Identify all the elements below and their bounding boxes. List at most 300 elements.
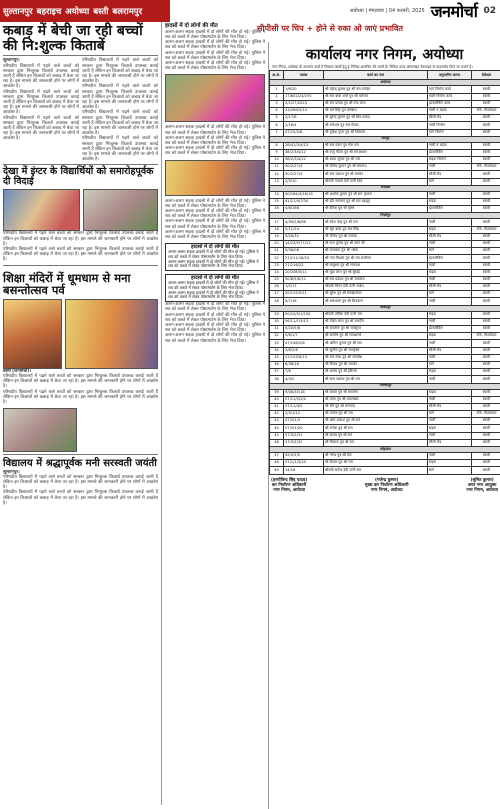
table-row: [270, 262, 500, 269]
news-photo: [165, 74, 265, 122]
table-cell: श्री ओम प्रकाश पुत्र श्री राम: [324, 418, 428, 425]
table-cell: 34: [270, 347, 284, 354]
table-row: [270, 467, 500, 474]
table-cell: श्री अशोक कुमार पुत्र श्री राम कृपाल: [324, 191, 428, 198]
table-row: [270, 178, 500, 185]
table-cell: नाली: [428, 276, 472, 283]
table-cell: 28: [270, 298, 284, 305]
table-cell: स्वामी: [472, 233, 500, 240]
table-cell: 30/2/27/4: [284, 164, 324, 171]
table-cell: 17/802/23/255: [284, 93, 324, 100]
table-cell: श्री राधेश्याम पुत्र श्री शिवबरन: [324, 298, 428, 305]
table-cell: श्री धर्म सिंह पुत्र जगन्नाथ: [324, 107, 428, 114]
table-cell: स्वामी: [472, 115, 500, 122]
table-cell: स्वामी: [472, 171, 500, 178]
table-row: [270, 276, 500, 283]
table-cell: स्वामी: [472, 347, 500, 354]
table-cell: 1: [270, 86, 284, 93]
table-cell: इंटरलॉकिंग: [428, 255, 472, 262]
table-cell: इंटरलॉकिंग: [428, 149, 472, 156]
table-cell: स्वामी: [472, 425, 500, 432]
table-cell: सड़क: [428, 269, 472, 276]
table-cell: 27: [270, 291, 284, 298]
table-cell: 57/3/1/20: [284, 425, 324, 432]
table-cell: स्वामी: [472, 100, 500, 107]
table-row: [270, 115, 500, 122]
table-cell: 47: [270, 453, 284, 460]
brief-body: अलग-अलग सड़क हादसों में दो लोगों की मौत हो गई। पुलिस ने शव को कब्जे में लेकर पोस्टमार्टम के लिए भेज दिया।: [165, 229, 265, 241]
table-cell: 47/103/6/13: [284, 354, 324, 361]
notice-intro: नगर निगम, अयोध्या के अन्तर्गत वार्डों में विकास कार्यों हेतु ई-निविदा आमंत्रित की जाती है। निविदा प्रपत्र ऑनलाइन वेबसाइट से डाउनलोड किये जा सकते हैं।: [272, 65, 473, 69]
table-row: [270, 284, 500, 291]
table-cell: 33: [270, 340, 284, 347]
table-cell: सड़क: [428, 425, 472, 432]
table-cell: स्वामी: [472, 219, 500, 226]
table-header-row: [270, 71, 500, 80]
table-cell: 9: [270, 149, 284, 156]
table-cell: स्वामी: [472, 340, 500, 347]
table-cell: 20/125/5/11: [284, 291, 324, 298]
table-cell: नाली: [428, 318, 472, 325]
table-cell: नाली: [428, 164, 472, 171]
table-cell: सड़क: [428, 333, 472, 340]
table-row: [270, 129, 500, 136]
table-cell: 13: [270, 178, 284, 185]
table-cell: 8: [270, 142, 284, 149]
table-cell: स्वामी: [472, 453, 500, 460]
table-row: [270, 233, 500, 240]
masthead: जनमोर्चा: [430, 2, 478, 21]
city-tab[interactable]: सुल्तानपुर: [3, 6, 33, 17]
table-row: [270, 354, 500, 361]
story-headline[interactable]: शिक्षा मंदिरों में धूमधाम से मना बसन्तोत्सव पर्व: [3, 270, 131, 297]
table-row: [270, 326, 500, 333]
table-row: [270, 432, 500, 439]
table-row: [270, 369, 500, 376]
table-cell: श्री सूर्य बाबा पुत्र राम सिंह: [324, 226, 428, 233]
table-cell: रजि. किरायेदार: [472, 411, 500, 418]
news-photo: [83, 189, 158, 231]
table-cell: 57/3/1/3: [284, 418, 324, 425]
table-row: [270, 389, 500, 396]
table-cell: स्वामी: [472, 93, 500, 100]
table-cell: 14/18: [284, 467, 324, 474]
brief-body: अलग-अलग सड़क हादसों में दो लोगों की मौत हो गई। पुलिस ने शव को कब्जे में लेकर पोस्टमार्टम के लिए भेज दिया।: [165, 146, 265, 157]
page-header: [0, 0, 500, 22]
table-cell: श्री मनोज पुत्र श्री राम: [324, 411, 428, 418]
table-cell: सड़क: [428, 460, 472, 467]
table-row: [270, 199, 500, 206]
table-cell: स्वामी: [472, 439, 500, 446]
table-cell: 5/20/5/8: [284, 326, 324, 333]
group-label: सोहावल: [270, 447, 500, 453]
table-cell: श्री मुन्ना लाल पुत्र श्री सुखई: [324, 269, 428, 276]
table-cell: 6: [270, 122, 284, 129]
signatory-office: नगर निगम, अयोध्या: [273, 488, 305, 493]
table-cell: श्रीमती सरोज देवी पत्नी राम: [324, 467, 428, 474]
legal-ad: [165, 243, 265, 271]
story-body: परिषदीय विद्यालयों में पढ़ने वाले बच्चों को सरकार द्वारा निःशुल्क किताबें उपलब्ध कराई जाती हैं लेकिन इन किताबों को कबाड़ में बेचा जा रहा है। इस मामले की जानकारी होने पर लोगों में आक्रोश है।: [3, 474, 158, 491]
story-body: परिषदीय विद्यालयों में पढ़ने वाले बच्चों को सरकार द्वारा निःशुल्क किताबें उपलब्ध कराई जाती हैं लेकिन इन किताबों को कबाड़ में बेचा जा रहा है। इस मामले की जानकारी होने पर लोगों में आक्रोश है।: [3, 490, 158, 506]
signatory: [466, 478, 498, 494]
table-cell: स्वामी: [472, 157, 500, 164]
table-cell: श्री बाबूराम पुत्र श्री रामनाथ: [324, 262, 428, 269]
table-row: [270, 248, 500, 255]
table-cell: 10: [270, 157, 284, 164]
table-cell: स्वामी: [472, 269, 500, 276]
table-cell: स्वामी: [472, 418, 500, 425]
table-cell: श्री रामेश्वर पुत्र राम सेवक: [324, 122, 428, 129]
table-cell: श्री विनोद पुत्र श्री रामदेव: [324, 233, 428, 240]
table-cell: स्वामी: [472, 122, 500, 129]
column-header: अनुमानित लागत: [428, 71, 472, 80]
table-row: [270, 157, 500, 164]
table-cell: 39: [270, 389, 284, 396]
signatory-name: (हरगोविन्द सिंह यादव): [271, 477, 308, 483]
news-photo: [165, 160, 265, 196]
city-tab[interactable]: अयोध्या: [65, 6, 90, 17]
table-cell: नाली: [428, 418, 472, 425]
table-cell: सड़क: [428, 369, 472, 376]
group-label: चन्दौली: [270, 185, 500, 191]
brief-body: अलग-अलग सड़क हादसों में दो लोगों की मौत हो गई। पुलिस ने शव को कब्जे में लेकर पोस्टमार्टम के लिए भेज दिया।: [165, 209, 265, 220]
brief-body: अलग-अलग सड़क हादसों में दो लोगों की मौत हो गई। पुलिस ने शव को कब्जे में लेकर पोस्टमार्टम के लिए भेज दिया।: [165, 219, 265, 230]
table-cell: स्वामी: [472, 389, 500, 396]
table-cell: स्वामी: [472, 403, 500, 410]
table-cell: रजि. किरायेदार: [472, 226, 500, 233]
table-cell: 30: [270, 318, 284, 325]
table-cell: श्री रामतीर्थ पुत्र श्री रामसूरत: [324, 326, 428, 333]
table-cell: स्वामी: [472, 326, 500, 333]
table-cell: 31: [270, 326, 284, 333]
story-body-cont: परिषदीय विद्यालयों में पढ़ने वाले बच्चों को सरकार द्वारा निःशुल्क किताबें उपलब्ध कराई जाती हैं लेकिन इन किताबों को कबाड़ में बेचा जा रहा है। इस मामले की जानकारी होने पर लोगों में आक्रोश है।: [82, 136, 158, 163]
dateline: सुल्तानपुर।: [3, 469, 20, 475]
issue-info: अयोध्या | मंगलवार | 04 फरवरी, 2025: [349, 8, 425, 14]
table-cell: श्री दीपक पुत्र श्री राम: [324, 460, 428, 467]
table-cell: स्वामी: [472, 206, 500, 213]
table-cell: स्वामी: [472, 376, 500, 383]
table-cell: श्री मुकेश गुप्ता पुत्र श्री शिवराम: [324, 129, 428, 136]
table-cell: इंटरलॉकिंग: [428, 326, 472, 333]
table-cell: श्री दिनेश पुत्र श्री कृष्ण: [324, 206, 428, 213]
table-cell: स्वामी: [472, 149, 500, 156]
table-cell: सीसी रोड: [428, 403, 472, 410]
table-cell: स्वामी: [472, 396, 500, 403]
table-cell: 9/46/35/18: [284, 389, 324, 396]
table-row: [270, 361, 500, 368]
table-cell: स्वामी: [472, 284, 500, 291]
table-row: [270, 107, 500, 114]
table-cell: 18: [270, 226, 284, 233]
table-cell: सड़क निर्माण: [428, 157, 472, 164]
table-cell: 41: [270, 403, 284, 410]
table-cell: स्वामी: [472, 178, 500, 185]
table-row: [270, 164, 500, 171]
table-cell: 46: [270, 439, 284, 446]
table-row: [270, 149, 500, 156]
brief-headline[interactable]: हादसों में दो लोगों की मौत: [165, 23, 218, 29]
table-cell: मार्ग निर्माण कार्य: [428, 86, 472, 93]
table-cell: सड़क: [428, 226, 472, 233]
page-number: 02: [483, 6, 496, 16]
table-cell: स्वामी: [472, 255, 500, 262]
table-cell: 42: [270, 411, 284, 418]
table-cell: नाली: [428, 219, 472, 226]
table-cell: श्री राम नरेश पुत्र श्री जगदीश: [324, 354, 428, 361]
story-body-cont: परिषदीय विद्यालयों में पढ़ने वाले बच्चों को सरकार द्वारा निःशुल्क किताबें उपलब्ध कराई जाती हैं लेकिन इन किताबों को कबाड़ में बेचा जा रहा है। इस मामले की जानकारी होने पर लोगों में आक्रोश है।: [82, 110, 158, 137]
table-row: [270, 291, 500, 298]
signatory-name: (सुमित कुमार): [470, 477, 494, 483]
table-cell: इंटरलॉकिंग: [428, 206, 472, 213]
table-cell: नाली: [428, 376, 472, 383]
table-cell: स्वामी: [472, 86, 500, 93]
table-cell: श्री पवन पुत्र श्री रामलखन: [324, 396, 428, 403]
signatory-office: नगर निगम, अयोध्या: [466, 488, 498, 493]
brief-body: अलग-अलग सड़क हादसों में दो लोगों की मौत हो गई। पुलिस ने शव को कब्जे में लेकर पोस्टमार्टम के लिए भेज दिया।: [165, 60, 265, 72]
ad-body: अलग-अलग सड़क हादसों में दो लोगों की मौत हो गई। पुलिस ने शव को कब्जे में लेकर पोस्टमार्टम के लिए भेज दिया।: [168, 280, 259, 290]
story-body: परिषदीय विद्यालयों में पढ़ने वाले बच्चों को सरकार द्वारा निःशुल्क किताबें उपलब्ध कराई जाती हैं लेकिन इन किताबों को कबाड़ में बेचा जा रहा है। इस मामले की जानकारी होने पर लोगों में आक्रोश है।: [3, 231, 158, 247]
table-cell: श्रीमती उर्मिला देवी पत्नी राम: [324, 311, 428, 318]
table-cell: स्वामी: [472, 129, 500, 136]
table-cell: श्री राज कुमार पुत्र श्री लाल जी: [324, 240, 428, 247]
table-cell: रजि. किरायेदार: [472, 333, 500, 340]
table-cell: 11: [270, 164, 284, 171]
table-row: [270, 311, 500, 318]
table-cell: 30/2/27/4: [284, 171, 324, 178]
brief-body: अलग-अलग सड़क हादसों में दो लोगों की मौत हो गई। पुलिस ने शव को कब्जे में लेकर पोस्टमार्टम के लिए भेज दिया।: [165, 50, 265, 61]
divider: [3, 55, 158, 56]
table-cell: श्री विकास पुत्र श्री राम: [324, 439, 428, 446]
signatory-title: अपर नगर आयुक्त: [467, 482, 497, 488]
table-cell: 25: [270, 276, 284, 283]
table-cell: स्वामी: [472, 276, 500, 283]
table-cell: सड़क: [428, 199, 472, 206]
table-cell: नाली निर्माण: [428, 122, 472, 129]
table-cell: 7: [270, 129, 284, 136]
story-body: परिषदीय विद्यालयों में पढ़ने वाले बच्चों को सरकार द्वारा निःशुल्क किताबें उपलब्ध कराई जाती हैं लेकिन इन किताबों को कबाड़ में बेचा जा रहा है। इस मामले की जानकारी होने पर लोगों में आक्रोश है।: [3, 246, 158, 263]
table-cell: नाली: [428, 453, 472, 460]
group-label: अयोध्या: [270, 80, 500, 86]
table-cell: 2/3/1/12: [284, 411, 324, 418]
table-cell: 7/8: [284, 369, 324, 376]
table-cell: स्वामी: [472, 361, 500, 368]
brief-body: अलग-अलग सड़क हादसों में दो लोगों की मौत हो गई। पुलिस ने शव को कब्जे में लेकर पोस्टमार्टम के लिए भेज दिया।: [165, 135, 265, 146]
table-cell: सीसी रोड: [428, 347, 472, 354]
group-label: मिर्ज़ापुर: [270, 213, 500, 219]
table-row: [270, 418, 500, 425]
table-cell: स्वामी: [472, 262, 500, 269]
table-cell: 28/41/2/4/13: [284, 142, 324, 149]
table-cell: नाली निर्माण कार्य: [428, 93, 472, 100]
table-cell: श्री राम प्रकाश पुत्र श्री रामलाल: [324, 276, 428, 283]
table-cell: 5/26/32: [284, 233, 324, 240]
table-cell: स्वामी: [472, 460, 500, 467]
table-row: [270, 240, 500, 247]
signatory: [271, 478, 307, 494]
table-cell: 35/5/2/5: [284, 453, 324, 460]
table-cell: 38: [270, 376, 284, 383]
table-cell: 5/38/08: [284, 248, 324, 255]
table-cell: 24: [270, 269, 284, 276]
story-headline[interactable]: विद्यालय में श्रद्धापूर्वक मनी सरस्वती जयंती: [3, 458, 157, 470]
table-cell: स्वामी: [472, 142, 500, 149]
table-cell: 21: [270, 248, 284, 255]
table-cell: मार्ग निर्माण: [428, 129, 472, 136]
story-headline[interactable]: कबाड़ में बेची जा रही बच्चों की नि:शुल्क किताबें: [3, 23, 143, 54]
table-cell: 15: [270, 199, 284, 206]
table-cell: स्वामी: [472, 311, 500, 318]
brief-body: अलग-अलग सड़क हादसों में दो लोगों की मौत हो गई। पुलिस ने शव को कब्जे में लेकर पोस्टमार्टम के लिए भेज दिया।: [165, 29, 265, 40]
table-cell: श्री राजाराम पुत्र श्री भोला: [324, 248, 428, 255]
signatures: [269, 475, 500, 494]
table-cell: 37: [270, 369, 284, 376]
column-header: ठेकेदार: [472, 71, 500, 80]
table-row: [270, 425, 500, 432]
table-cell: नाली व सड़क: [428, 107, 472, 114]
table-cell: श्री राम बाबा शर्मा पुत्र श्री बलराम: [324, 93, 428, 100]
table-cell: 6/38/16: [284, 361, 324, 368]
table-cell: 2/18/4: [284, 122, 324, 129]
table-cell: मार्ग: [428, 248, 472, 255]
column-header: पत्रांक: [284, 71, 324, 80]
table-cell: स्वामी: [472, 354, 500, 361]
table-row: [270, 219, 500, 226]
table-cell: श्री सुनील पुत्र श्री रामकृष्ण: [324, 347, 428, 354]
table-cell: 14/23/5/77/11: [284, 240, 324, 247]
legal-ad: [165, 274, 265, 302]
brief-body: अलग-अलग सड़क हादसों में दो लोगों की मौत हो गई। पुलिस ने शव को कब्जे में लेकर पोस्टमार्टम के लिए भेज दिया।: [165, 312, 265, 323]
city-tab[interactable]: बलरामपुर: [112, 6, 143, 17]
table-cell: सीसी रोड: [428, 284, 472, 291]
city-tabs: [0, 0, 170, 22]
table-cell: सीसी रोड: [428, 439, 472, 446]
table-row: [270, 376, 500, 383]
table-cell: श्री नन्द किशोर पुत्र श्री राम सजीवन: [324, 255, 428, 262]
table-cell: 16: [270, 206, 284, 213]
dateline: सुल्तानपुर।: [3, 58, 20, 64]
divider: [3, 454, 158, 455]
table-row: [270, 340, 500, 347]
table-cell: 57/15/2/8: [284, 129, 324, 136]
table-cell: श्री विनोद कुमार पुत्र श्री रामनाथ: [324, 164, 428, 171]
table-cell: श्री अनिल कुमार पुत्र श्री राम: [324, 340, 428, 347]
story-body-cont: परिषदीय विद्यालयों में पढ़ने वाले बच्चों को सरकार द्वारा निःशुल्क किताबें उपलब्ध कराई जाती हैं लेकिन इन किताबों को कबाड़ में बेचा जा रहा है। इस मामले की जानकारी होने पर लोगों में आक्रोश है।: [3, 115, 79, 142]
table-cell: 40/184/4/16/19: [284, 191, 324, 198]
table-cell: 57/3/2/32: [284, 439, 324, 446]
signatory-title: मुख्य कर निर्धारण अधिकारी: [364, 482, 409, 488]
table-cell: सीसी रोड: [428, 115, 472, 122]
table-cell: 20/208/5/11: [284, 269, 324, 276]
table-row: [270, 411, 500, 418]
table-cell: 20: [270, 240, 284, 247]
table-cell: 57/1/1/3/14: [284, 460, 324, 467]
table-cell: श्री श्याम सुन्दर पुत्र श्री राधे: [324, 157, 428, 164]
table-cell: 48: [270, 460, 284, 467]
group-label: रामपुर: [270, 136, 500, 142]
signatory-name: (गजेन्द्र कुमार): [375, 477, 399, 483]
brief-body: अलग-अलग सड़क हादसों में दो लोगों की मौत हो गई। पुलिस ने शव को कब्जे में लेकर पोस्टमार्टम के लिए भेज दिया।: [165, 333, 265, 344]
table-cell: 41/27/4/7/30: [284, 199, 324, 206]
notice-title: कार्यालय नगर निगम, अयोध्या: [305, 47, 464, 63]
column-header: क्र.सं.: [270, 71, 284, 80]
table-cell: श्री मोहन लाल पुत्र श्री रामदीन: [324, 318, 428, 325]
ad-body: अलग-अलग सड़क हादसों में दो लोगों की मौत हो गई। पुलिस ने शव को कब्जे में लेकर पोस्टमार्टम के लिए भेज दिया।: [168, 289, 259, 300]
table-cell: स्वामी: [472, 199, 500, 206]
table-row: [270, 171, 500, 178]
table-cell: 19: [270, 233, 284, 240]
city-tab[interactable]: बस्ती: [93, 6, 109, 17]
tagline: सीपीसी पर चिप + होने से रुका ओ जाएं प्रभावित: [257, 23, 403, 33]
signatory-office: नगर निगम, अयोध्या: [370, 488, 403, 493]
table-cell: मार्ग: [428, 361, 472, 368]
table-cell: 35: [270, 354, 284, 361]
table-row: [270, 86, 500, 93]
table-cell: नाली: [428, 240, 472, 247]
table-cell: स्वामी: [472, 369, 500, 376]
left-column: [0, 22, 162, 805]
table-cell: श्री कमल पुत्र श्री रामबरन: [324, 389, 428, 396]
table-cell: 56/11/1/5/13: [284, 318, 324, 325]
table-cell: नाली: [428, 432, 472, 439]
table-row: [270, 318, 500, 325]
table-cell: श्री विजय पुत्र श्री रामफेर: [324, 361, 428, 368]
ad-title: हादसों में दो लोगों की मौत: [191, 244, 239, 251]
table-cell: रजि. किरायेदार: [472, 107, 500, 114]
table-cell: मार्ग: [428, 411, 472, 418]
story-headline[interactable]: देखा में इंग्टर के विद्यार्थियों को समारोहपूर्वक दी विदाई: [3, 166, 154, 188]
table-cell: 47/146/2/8: [284, 340, 324, 347]
table-row: [270, 396, 500, 403]
table-cell: 4: [270, 107, 284, 114]
table-cell: 2: [270, 93, 284, 100]
table-cell: नाली: [428, 298, 472, 305]
table-row: [270, 453, 500, 460]
table-cell: 12: [270, 171, 284, 178]
table-cell: 4/39/2/6/08: [284, 219, 324, 226]
table-row: [270, 142, 500, 149]
group-label: बीकापुर: [270, 305, 500, 311]
dateline: बस्ती (जनमोर्चा)।: [3, 368, 31, 374]
news-photo: [65, 299, 158, 369]
table-cell: श्री राजू गौतम पुत्र श्री रामआधार: [324, 149, 428, 156]
table-row: [270, 298, 500, 305]
ad-title: हादसों में दो लोगों की मौत: [191, 275, 239, 282]
brief-body: अलग-अलग सड़क हादसों में दो लोगों की मौत हो गई। पुलिस ने शव को कब्जे में लेकर पोस्टमार्टम के लिए भेज दिया।: [165, 125, 265, 136]
table-cell: नाली: [428, 340, 472, 347]
table-cell: सड़क: [428, 311, 472, 318]
table-cell: 33/289/2/14: [284, 107, 324, 114]
signatory-title: कर निर्धारण अधिकारी: [271, 482, 307, 488]
table-cell: श्री संजय पुत्र श्री राम: [324, 432, 428, 439]
table-cell: 57/11/4/2: [284, 403, 324, 410]
table-cell: 5/7/16: [284, 298, 324, 305]
table-cell: श्री सुरेन्द्र कुमार पुत्र श्री शिव प्रसाद: [324, 115, 428, 122]
story-body: परिषदीय विद्यालयों में पढ़ने वाले बच्चों को सरकार द्वारा निःशुल्क किताबें उपलब्ध कराई जाती हैं लेकिन इन किताबों को कबाड़ में बेचा जा रहा है। इस मामले की जानकारी होने पर लोगों में आक्रोश है।: [3, 389, 158, 405]
table-cell: 38/2/3/4/12: [284, 149, 324, 156]
table-row: [270, 255, 500, 262]
table-row: [270, 122, 500, 129]
table-cell: 50/10/5/1/150: [284, 311, 324, 318]
table-cell: श्री नरेन्द्र पुत्र श्री राम: [324, 453, 428, 460]
table-cell: स्वामी: [472, 248, 500, 255]
city-tab[interactable]: बहराइच: [36, 6, 62, 17]
table-cell: श्री हरि नारायण पुत्र श्री राम बहादुर: [324, 199, 428, 206]
table-cell: 27/216/23: [284, 262, 324, 269]
table-cell: नाली: [428, 354, 472, 361]
table-cell: श्री अजय पुत्र श्री हरिराम: [324, 369, 428, 376]
table-cell: श्री सन्तोष पुत्र श्री रामआसरे: [324, 333, 428, 340]
table-cell: 43: [270, 418, 284, 425]
